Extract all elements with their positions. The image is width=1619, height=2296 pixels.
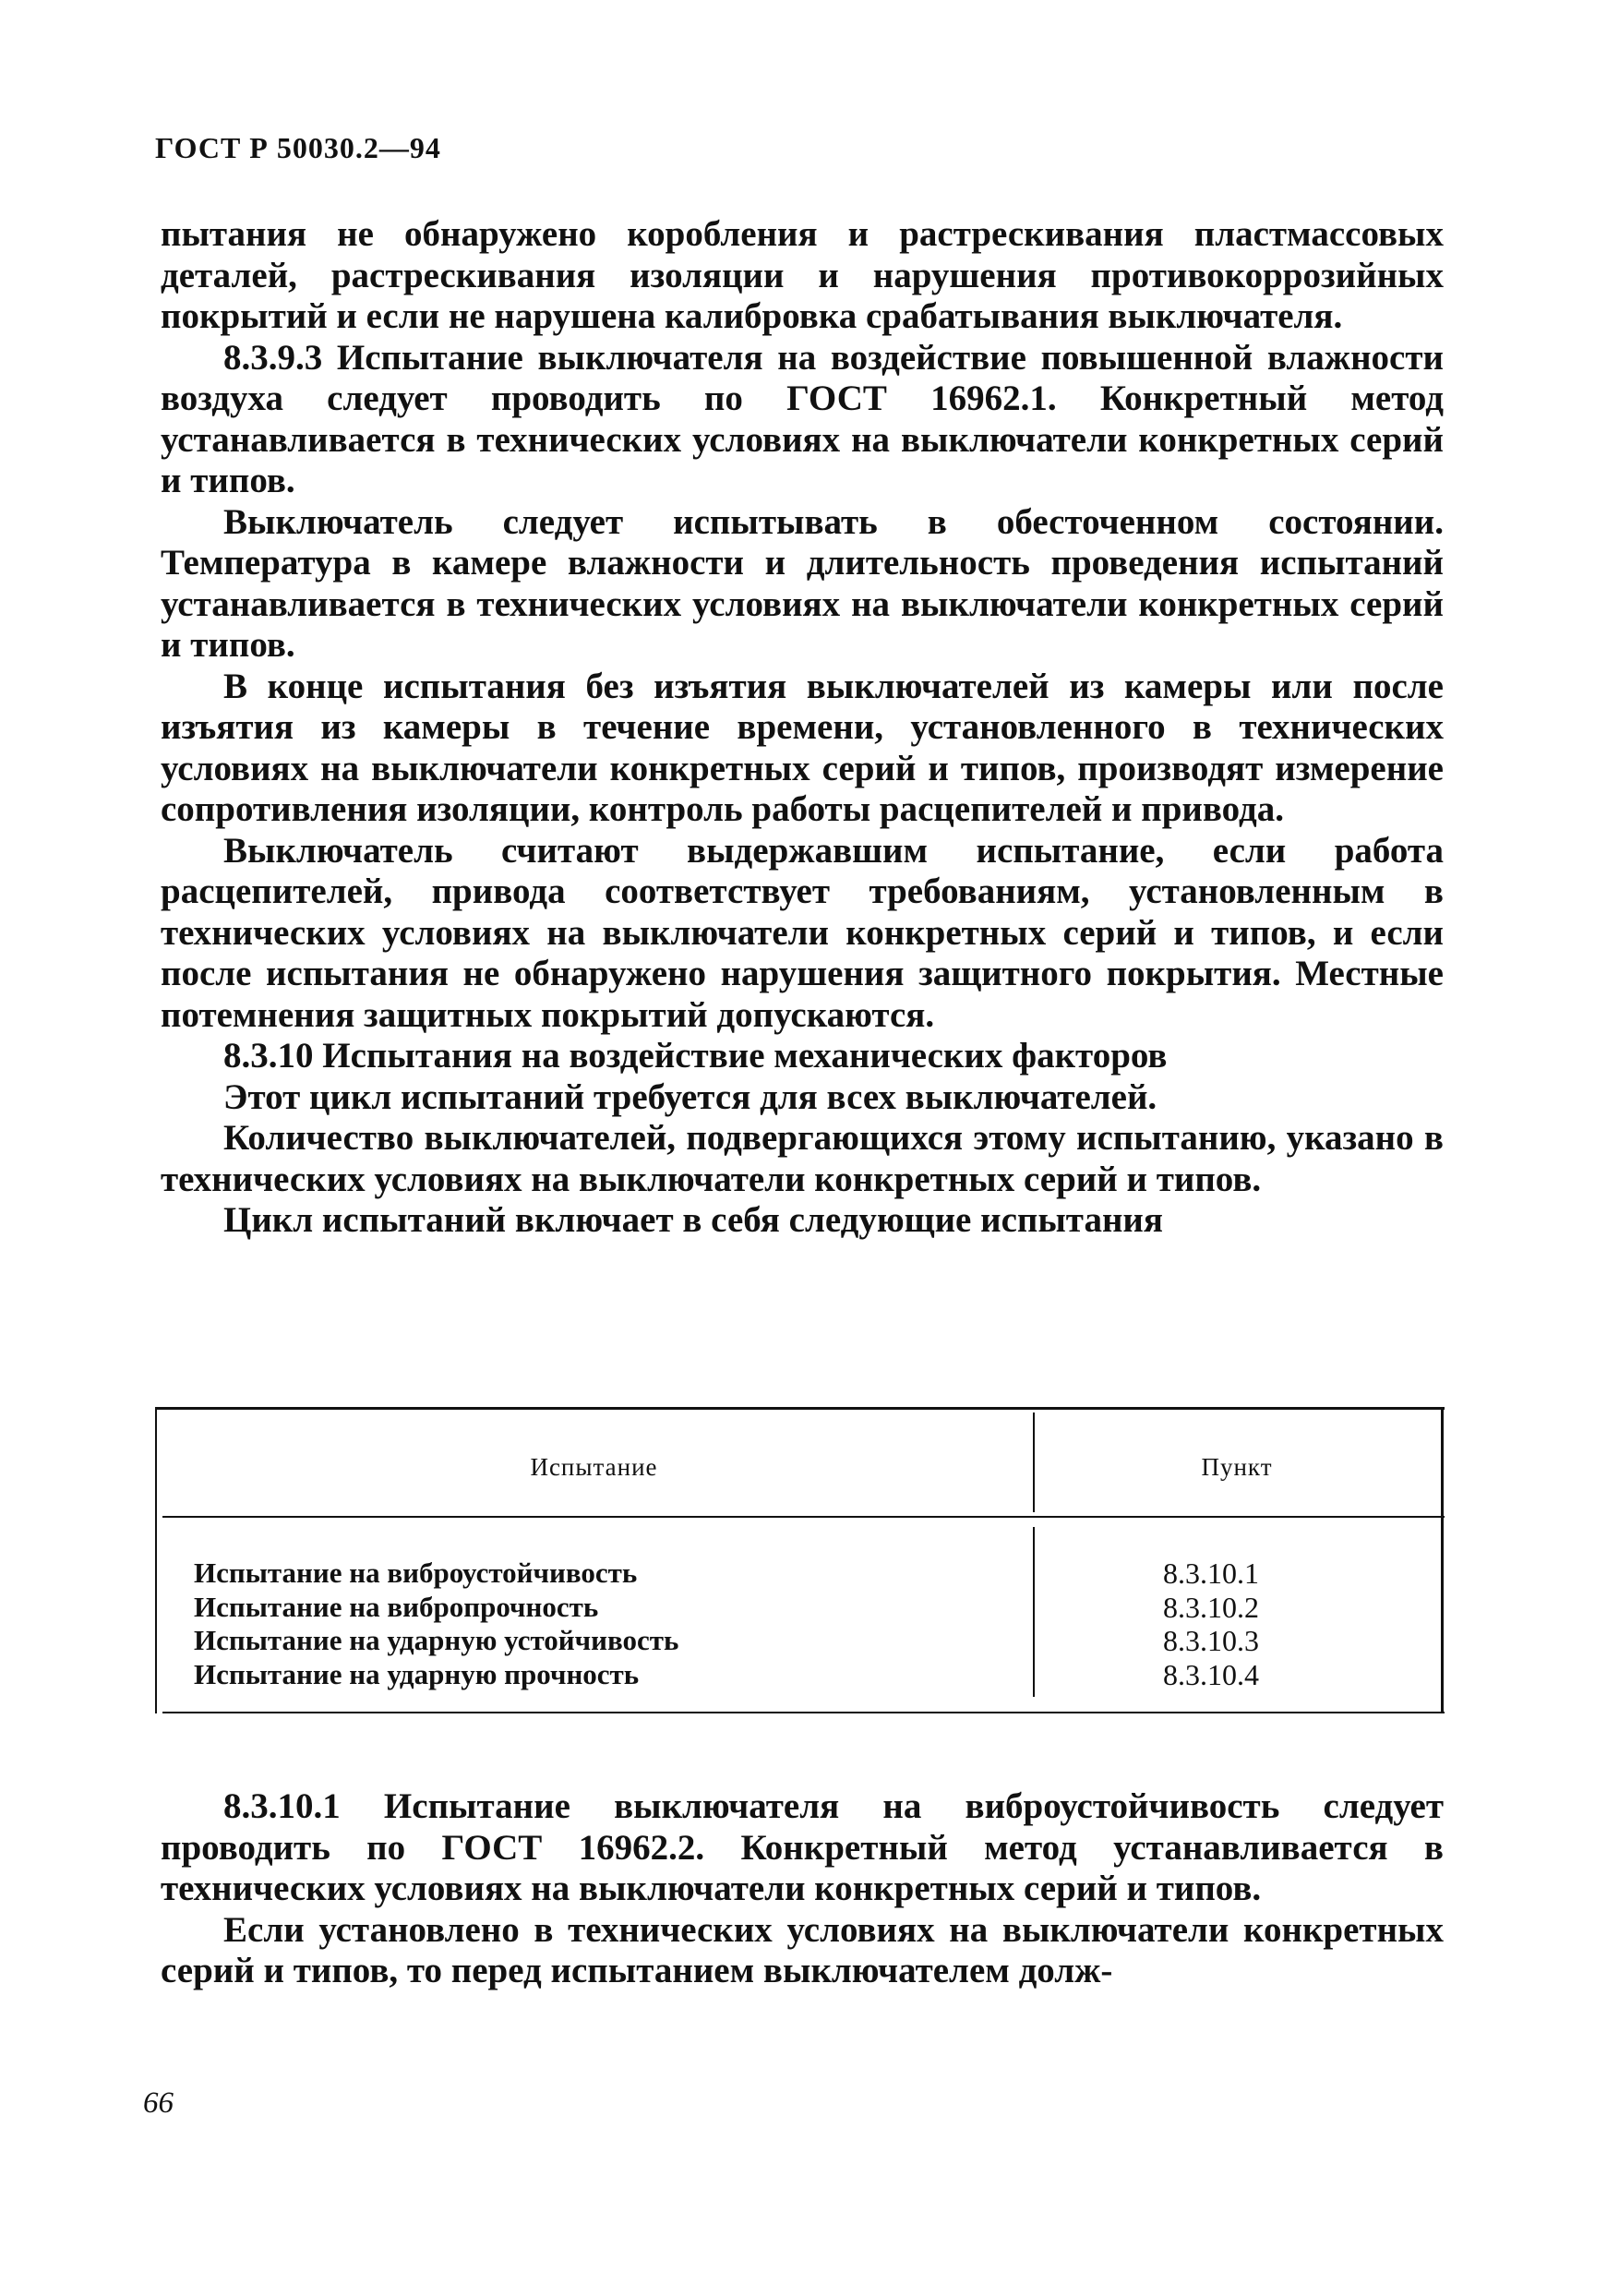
table-row xyxy=(194,1557,1441,1591)
tests-table xyxy=(155,1407,1445,1715)
paragraph-cycle-required: Этот цикл испытаний требуется для всех выключателей. xyxy=(223,1076,1157,1117)
paragraph-if-established: Если установлено в технических условиях на выключатели конкретных серий и типов, то перед испытанием выключателем долж- xyxy=(161,1909,1444,1990)
page-number: 66 xyxy=(143,2086,174,2120)
clause-number: 8.3.10.3 xyxy=(1163,1624,1259,1657)
table-row xyxy=(194,1591,1441,1625)
clause-number: 8.3.10.4 xyxy=(1163,1657,1259,1691)
table-bottom-rule xyxy=(162,1712,1445,1713)
test-name: Испытание на ударную устойчивость xyxy=(194,1624,679,1656)
test-name: Испытание на вибропрочность xyxy=(194,1590,599,1623)
test-name: Испытание на виброустойчивость xyxy=(194,1557,638,1589)
paragraph-deenergized: Выключатель следует испытывать в обесточенном состоянии. Температура в камере влажности и длительность проведения испытаний устанавливается в технических условиях на выключатели конкретных серий и типов. xyxy=(161,501,1444,665)
table-row xyxy=(194,1624,1441,1658)
clause-number: 8.3.10.1 xyxy=(1163,1557,1259,1590)
document-header: ГОСТ Р 50030.2—94 xyxy=(155,131,441,164)
paragraph-quantity: Количество выключателей, подвергающихся этому испытанию, указано в технических условиях на выключатели конкретных серий и типов. xyxy=(161,1118,1444,1199)
table-body xyxy=(194,1557,1441,1691)
paragraph-8-3-9-3: 8.3.9.3 Испытание выключателя на воздействие повышенной влажности воздуха следует проводить по ГОСТ 16962.1. Конкретный метод устанавливается в технических условиях на выключатели конкретных серий и типов. xyxy=(161,337,1444,500)
table-right-border xyxy=(1441,1407,1444,1713)
table-row xyxy=(194,1658,1441,1692)
text-block-upper xyxy=(161,214,1444,1242)
test-name: Испытание на ударную прочность xyxy=(194,1657,640,1690)
paragraph-end-of-test: В конце испытания без изъятия выключателей из камеры или после изъятия из камеры в течение времени, установленного в технических условиях на выключатели конкретных серий и типов, производят измерение сопротивления изоляции, контроль работы расцепителей и привода. xyxy=(161,666,1444,829)
table-header-clause: Пункт xyxy=(1201,1453,1273,1481)
table-header-rule xyxy=(162,1516,1445,1518)
paragraph-pass-criteria: Выключатель считают выдержавшим испытание, если работа расцепителей, привода соответствует требованиям, установленным в технических условиях на выключатели конкретных серий и типов, и если после испытания не обнаружено нарушения защитного покрытия. Местные потемнения защитных покрытий допускаются. xyxy=(161,830,1444,1035)
table-top-rule xyxy=(155,1407,1445,1410)
paragraph-8-3-10-1: 8.3.10.1 Испытание выключателя на виброустойчивость следует проводить по ГОСТ 16962.2. Конкретный метод устанавливается в технических условиях на выключатели конкретных серий и типов. xyxy=(161,1786,1444,1908)
table-header-test: Испытание xyxy=(530,1453,658,1481)
paragraph-continuation: пытания не обнаружено коробления и растрескивания пластмассовых деталей, растрескивания изоляции и нарушения противокоррозийных покрытий и если не нарушена калибровка срабатывания выключателя. xyxy=(161,214,1444,336)
clause-number: 8.3.10.2 xyxy=(1163,1590,1259,1624)
paragraph-table-intro: Цикл испытаний включает в себя следующие испытания xyxy=(223,1200,1163,1240)
section-heading-8-3-10: 8.3.10 Испытания на воздействие механических факторов xyxy=(223,1036,1168,1076)
text-block-lower xyxy=(161,1786,1444,1992)
